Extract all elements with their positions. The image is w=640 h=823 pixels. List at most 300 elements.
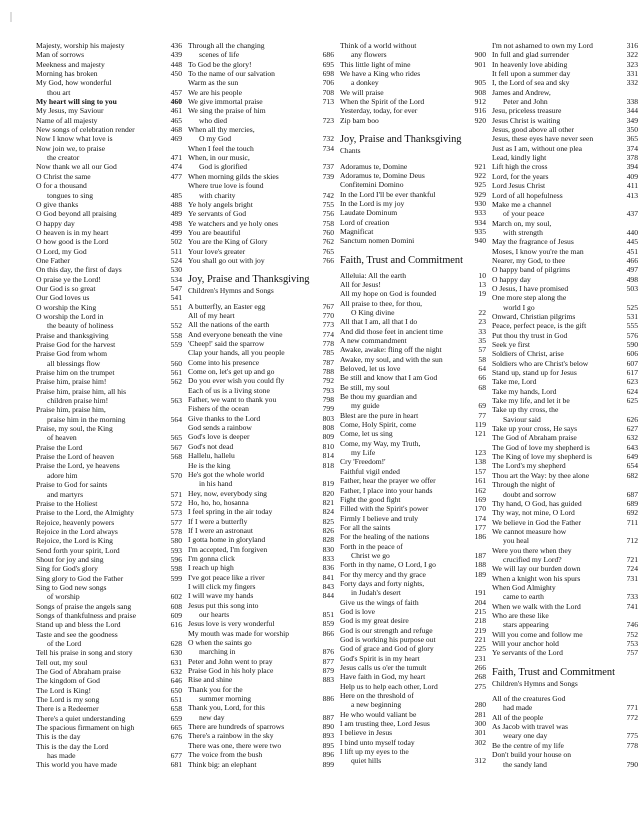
hymn-number: 778 (322, 339, 334, 349)
index-entry (492, 555, 638, 564)
index-entry (340, 495, 486, 504)
hymn-number: 121 (474, 429, 486, 439)
index-entry (36, 144, 182, 153)
hymn-title: To the name of our salvation (188, 69, 275, 79)
hymn-number: 713 (322, 97, 334, 107)
hymn-title: of heaven (47, 433, 77, 443)
hymn-number: 436 (170, 41, 182, 50)
hymn-title: O my God (199, 134, 232, 144)
index-entry (36, 191, 182, 200)
section-subheading: Children's Hymns and Songs (188, 286, 274, 296)
index-entry (492, 284, 638, 293)
index-entry (340, 373, 486, 382)
hymn-number: 266 (474, 663, 486, 673)
hymn-number: 170 (474, 504, 486, 514)
index-entry (340, 514, 486, 523)
index-entry (188, 554, 334, 563)
index-section (188, 41, 334, 265)
hymn-title: All praise to thee, for thou, (340, 298, 423, 308)
hymn-number: 724 (626, 564, 638, 574)
hymn-title: Praise God from whom (36, 349, 108, 359)
hymn-title: Be still and know that I am God (340, 373, 438, 383)
hymn-number: 68 (478, 382, 486, 392)
index-entry (492, 331, 638, 340)
index-entry (188, 247, 334, 256)
index-entry (36, 405, 182, 414)
hymn-number: 912 (474, 97, 486, 107)
hymn-title: Sanctum nomen Domini (340, 236, 415, 246)
index-entry (492, 722, 638, 731)
hymn-title: I bind unto myself today (340, 737, 415, 747)
index-entry (492, 321, 638, 330)
hymn-title: He is the king (188, 460, 231, 470)
hymn-title: All that I am, all that I do (340, 317, 418, 327)
hymn-title: In full and glad surrender (492, 50, 570, 60)
hymn-number: 10 (478, 270, 486, 280)
index-entry (340, 60, 486, 69)
index-entry (188, 731, 334, 740)
index-entry (340, 420, 486, 429)
hymn-number: 572 (170, 498, 182, 508)
hymn-title: Praise the Lord, ye heavens (36, 461, 120, 471)
hymn-title: O Lord, my God (36, 246, 87, 256)
hymn-title: And everyone beneath the vine (188, 329, 283, 339)
hymn-title: We believe in God the Father (492, 517, 582, 527)
hymn-number: 686 (322, 50, 334, 60)
hymn-number: 895 (322, 740, 334, 750)
hymn-number: 753 (626, 639, 638, 648)
index-entry (188, 339, 334, 348)
index-entry (492, 490, 638, 499)
index-entry (36, 97, 182, 106)
index-entry (492, 340, 638, 349)
hymn-title: Morning has broken (36, 69, 98, 79)
hymn-number: 930 (474, 198, 486, 208)
index-entry (492, 387, 638, 396)
hymn-number: 609 (170, 610, 182, 620)
index-entry (36, 461, 182, 470)
index-entry (340, 106, 486, 115)
hymn-number: 922 (474, 170, 486, 180)
index-entry (36, 88, 182, 97)
hymn-title: Filled with the Spirit's power (340, 504, 429, 514)
index-entry (340, 208, 486, 217)
index-entry (340, 719, 486, 728)
index-entry (340, 280, 486, 289)
hymn-title: Praise him, praise him, (36, 405, 106, 415)
index-entry (36, 69, 182, 78)
index-entry (188, 256, 334, 265)
hymn-number: 921 (474, 161, 486, 171)
index-entry (492, 191, 638, 200)
index-section (340, 41, 486, 125)
hymn-title: Praise the Lord of heaven (36, 452, 115, 462)
hymn-title: When God Almighty (492, 582, 556, 592)
hymn-number: 301 (474, 728, 486, 738)
hymn-number: 577 (170, 517, 182, 527)
index-entry (36, 452, 182, 461)
index-entry (36, 125, 182, 134)
index-entry (340, 401, 486, 410)
index-entry (36, 312, 182, 321)
hymn-number: 189 (474, 569, 486, 579)
hymn-title: Forty days and forty nights, (340, 578, 425, 588)
hymn-number: 624 (626, 386, 638, 396)
hymn-title: All the nations of the earth (188, 320, 270, 330)
hymn-title: Lead, kindly light (492, 153, 547, 163)
hymn-title: Praise God for the harvest (36, 340, 116, 349)
index-entry (188, 348, 334, 357)
index-entry (188, 78, 334, 87)
hymn-title: doubt and sorrow (503, 489, 557, 499)
index-entry (188, 675, 334, 684)
hymn-number: 219 (474, 625, 486, 635)
hymn-number: 773 (322, 320, 334, 330)
index-entry (340, 691, 486, 700)
hymn-title: Tell his praise in song and story (36, 648, 133, 658)
hymn-number: 757 (626, 648, 638, 658)
hymn-title: You are the King of Glory (188, 237, 268, 247)
index-entry (340, 364, 486, 373)
hymn-title: Make me a channel (492, 199, 552, 209)
hymn-title: Soldiers who are Christ's below (492, 358, 589, 368)
hymn-title: We will praise (340, 87, 384, 97)
hymn-number: 77 (478, 410, 486, 420)
hymn-number: 824 (322, 507, 334, 517)
hymn-title: There's a quiet understanding (36, 713, 126, 723)
hymn-title: If I were a butterfly (188, 516, 248, 526)
hymn-title: Hallelu, hallelu (188, 451, 235, 461)
hymn-number: 350 (626, 125, 638, 135)
hymn-number: 576 (626, 330, 638, 340)
hymn-title: Christ we go (351, 550, 390, 560)
hymn-number: 511 (170, 246, 182, 256)
index-entry (36, 695, 182, 704)
hymn-title: There are hundreds of sparrows (188, 722, 285, 732)
index-entry (188, 69, 334, 78)
hymn-number: 650 (170, 685, 182, 695)
index-entry (188, 591, 334, 600)
hymn-title: Our God is so great (36, 283, 96, 293)
hymn-number: 826 (322, 525, 334, 535)
hymn-title: Praise him, praise him, all his (36, 386, 127, 396)
hymn-number: 819 (322, 479, 334, 489)
index-entry (188, 703, 334, 712)
hymn-title: Zip bam boo (340, 115, 379, 125)
hymn-number: 809 (322, 432, 334, 442)
index-entry (492, 153, 638, 162)
index-entry (36, 340, 182, 349)
hymn-title: all blessings flow (47, 358, 101, 368)
index-entry (188, 134, 334, 143)
hymn-number: 617 (626, 368, 638, 378)
hymn-number: 626 (626, 414, 638, 424)
hymn-number: 841 (322, 572, 334, 582)
index-section (492, 667, 638, 769)
index-entry (492, 256, 638, 265)
hymn-title: Take my hands, Lord (492, 386, 557, 396)
index-entry (340, 654, 486, 663)
index-entry (188, 144, 334, 153)
index-entry (188, 404, 334, 413)
hymn-number: 654 (626, 461, 638, 471)
index-entry (188, 228, 334, 237)
hymn-title: Be the centre of my life (492, 740, 564, 750)
hymn-number: 445 (626, 237, 638, 247)
hymn-number: 893 (322, 731, 334, 741)
index-entry (340, 663, 486, 672)
hymn-title: Songs of praise the angels sang (36, 601, 132, 611)
hymn-number: 649 (626, 452, 638, 462)
hymn-number: 643 (626, 442, 638, 452)
hymn-title: O praise ye the Lord! (36, 274, 101, 284)
index-entry (340, 644, 486, 653)
hymn-title: Father, I place into your hands (340, 485, 433, 495)
index-entry (188, 722, 334, 731)
index-entry (492, 741, 638, 750)
hymn-number: 770 (322, 311, 334, 320)
hymn-title: Come, my Way, my Truth, (340, 438, 421, 448)
hymn-title: Father, hear the prayer we offer (340, 476, 436, 486)
hymn-title: Each of us is a living stone (188, 385, 270, 395)
hymn-number: 741 (626, 601, 638, 611)
index-entry (36, 433, 182, 442)
hymn-title: The spacious firmament on high (36, 723, 135, 733)
hymn-title: We cannot measure how (492, 526, 567, 536)
index-entry (340, 88, 486, 97)
index-entry (36, 602, 182, 611)
hymn-title: This is the day the Lord (36, 741, 109, 751)
index-entry (492, 713, 638, 722)
index-entry (188, 666, 334, 675)
hymn-title: When all thy mercies, (188, 125, 255, 135)
index-entry (36, 153, 182, 162)
hymn-number: 616 (170, 620, 182, 630)
index-entry (188, 498, 334, 507)
hymn-number: 323 (626, 59, 638, 69)
index-entry (492, 611, 638, 620)
hymn-title: All for Jesus! (340, 279, 381, 289)
hymn-title: Adoramus te, Domine (340, 161, 408, 171)
hymn-number: 900 (474, 50, 486, 60)
hymn-title: Seek ye first (492, 340, 530, 349)
hymn-number: 818 (322, 460, 334, 470)
index-entry (36, 518, 182, 527)
index-entry (188, 750, 334, 759)
hymn-number: 756 (322, 209, 334, 219)
hymn-title: In heavenly love abiding (492, 59, 568, 69)
hymn-title: I, the Lord of sea and sky (492, 78, 570, 88)
index-entry (188, 629, 334, 638)
hymn-number: 349 (626, 115, 638, 125)
index-entry (492, 405, 638, 414)
hymn-title: I believe in Jesus (340, 728, 393, 738)
index-entry (340, 289, 486, 298)
hymn-number: 828 (322, 535, 334, 545)
index-entry (340, 227, 486, 236)
hymn-number: 908 (474, 87, 486, 97)
hymn-title: When a knight won his spurs (492, 573, 581, 583)
hymn-title: Stand up, stand up for Jesus (492, 368, 577, 378)
section-heading: Faith, Trust and Commitment (492, 666, 615, 678)
hymn-number: 879 (322, 666, 334, 676)
hymn-number: 344 (626, 106, 638, 116)
index-entry (36, 527, 182, 536)
hymn-number: 332 (626, 78, 638, 88)
index-entry (188, 330, 334, 339)
hymn-title: tongues to sing (47, 190, 93, 200)
hymn-number: 606 (626, 349, 638, 359)
hymn-title: Take up your cross, He says (492, 424, 578, 434)
index-entry (36, 574, 182, 583)
index-entry (36, 583, 182, 592)
hymn-title: James and Andrew, (492, 87, 551, 97)
hymn-number: 555 (626, 321, 638, 331)
index-entry (188, 741, 334, 750)
index-entry (492, 228, 638, 237)
hymn-title: Will you come and follow me (492, 629, 583, 639)
hymn-number: 161 (474, 476, 486, 486)
index-entry (36, 106, 182, 115)
hymn-number: 275 (474, 681, 486, 691)
hymn-number: 890 (322, 722, 334, 732)
hymn-number: 186 (474, 532, 486, 542)
index-section (340, 255, 486, 766)
hymn-title: Jesus put this song into (188, 600, 259, 610)
hymn-number: 793 (322, 385, 334, 395)
hymn-title: God's Spirit is in my heart (340, 653, 420, 663)
hymn-title: All of the creatures God (492, 694, 566, 704)
hymn-title: who died (199, 115, 228, 125)
hymn-title: Firmly I believe and truly (340, 513, 419, 523)
index-entry (188, 320, 334, 329)
hymn-title: You are beautiful (188, 227, 241, 237)
hymn-number: 808 (322, 423, 334, 433)
hymn-number: 883 (322, 675, 334, 685)
index-entry (340, 317, 486, 326)
index-entry (492, 88, 638, 97)
index-entry (188, 638, 334, 647)
index-entry (36, 415, 182, 424)
index-entry (340, 616, 486, 625)
hymn-number: 887 (322, 712, 334, 722)
hymn-number: 712 (626, 536, 638, 546)
hymn-title: Meekness and majesty (36, 59, 105, 69)
hymn-number: 625 (626, 396, 638, 406)
hymn-number: 682 (626, 470, 638, 480)
hymn-number: 599 (170, 573, 182, 583)
hymn-title: When we walk with the Lord (492, 601, 581, 611)
hymn-title: children praise him! (47, 396, 109, 406)
hymn-number: 23 (478, 317, 486, 327)
index-entry (188, 694, 334, 703)
hymn-title: O God beyond all praising (36, 209, 117, 219)
hymn-number: 689 (626, 498, 638, 508)
hymn-number: 766 (322, 255, 334, 265)
hymn-title: Jesus love is very wonderful (188, 619, 275, 629)
hymn-title: has made (47, 751, 76, 761)
hymn-title: Fishers of the ocean (188, 404, 249, 414)
index-entry (36, 116, 182, 125)
index-entry (36, 471, 182, 480)
index-entry (340, 626, 486, 635)
hymn-title: Who are these like (492, 610, 549, 620)
hymn-title: For all the saints (340, 522, 391, 532)
hymn-title: Taste and see the goodness (36, 629, 118, 639)
hymn-number: 659 (170, 713, 182, 723)
hymn-title: When the Spirit of the Lord (340, 97, 425, 107)
index-entry (492, 349, 638, 358)
index-entry (36, 219, 182, 228)
index-entry (36, 499, 182, 508)
hymn-number: 119 (474, 420, 486, 430)
hymn-number: 225 (474, 644, 486, 654)
hymn-number: 851 (322, 610, 334, 619)
hymn-title: The kingdom of God (36, 676, 100, 686)
index-entry (36, 387, 182, 396)
hymn-number: 731 (626, 573, 638, 583)
hymn-title: Soldiers of Christ, arise (492, 349, 564, 359)
hymn-number: 552 (170, 321, 182, 331)
hymn-title: O Jesus, I have promised (492, 283, 569, 293)
hymn-number: 534 (170, 274, 182, 284)
index-entry (188, 358, 334, 367)
hymn-title: Have faith in God, my heart (340, 672, 426, 682)
hymn-title: God is our strength and refuge (340, 625, 433, 635)
hymn-title: Praise, my soul, the King (36, 424, 113, 434)
index-entry (492, 620, 638, 629)
index-entry (188, 479, 334, 488)
hymn-number: 593 (170, 545, 182, 555)
hymn-title: When, in our music, (188, 153, 250, 163)
hymn-number: 300 (474, 719, 486, 729)
index-entry (36, 508, 182, 517)
hymn-number: 413 (626, 190, 638, 200)
hymn-title: Lord of creation (340, 217, 390, 227)
hymn-number: 632 (170, 667, 182, 677)
hymn-title: Moses, I know you're the man (492, 246, 584, 256)
hymn-title: This is the day (36, 732, 81, 742)
hymn-title: O for a thousand (36, 181, 87, 191)
hymn-title: Man of sorrows (36, 50, 85, 60)
index-entry (492, 134, 638, 143)
hymn-title: Lord of all hopefulness (492, 190, 563, 200)
index-entry (340, 486, 486, 495)
hymn-number: 935 (474, 226, 486, 236)
index-entry (492, 303, 638, 312)
hymn-number: 866 (322, 628, 334, 638)
hymn-title: our hearts (199, 610, 230, 619)
index-entry (492, 293, 638, 302)
hymn-number: 33 (478, 326, 486, 336)
index-entry (492, 630, 638, 639)
hymn-title: A new commandment (340, 336, 407, 345)
hymn-number: 772 (626, 712, 638, 722)
index-entry (188, 209, 334, 218)
hymn-number: 524 (170, 255, 182, 265)
index-entry (188, 526, 334, 535)
hymn-number: 465 (170, 115, 182, 125)
index-entry (188, 601, 334, 610)
hymn-number: 607 (626, 358, 638, 368)
hymn-number: 792 (322, 376, 334, 386)
index-entry (492, 275, 638, 284)
index-entry (188, 106, 334, 115)
index-entry (36, 620, 182, 629)
index-entry (36, 368, 182, 377)
hymn-number: 708 (322, 87, 334, 97)
hymn-title: Rise and shine (188, 675, 233, 685)
